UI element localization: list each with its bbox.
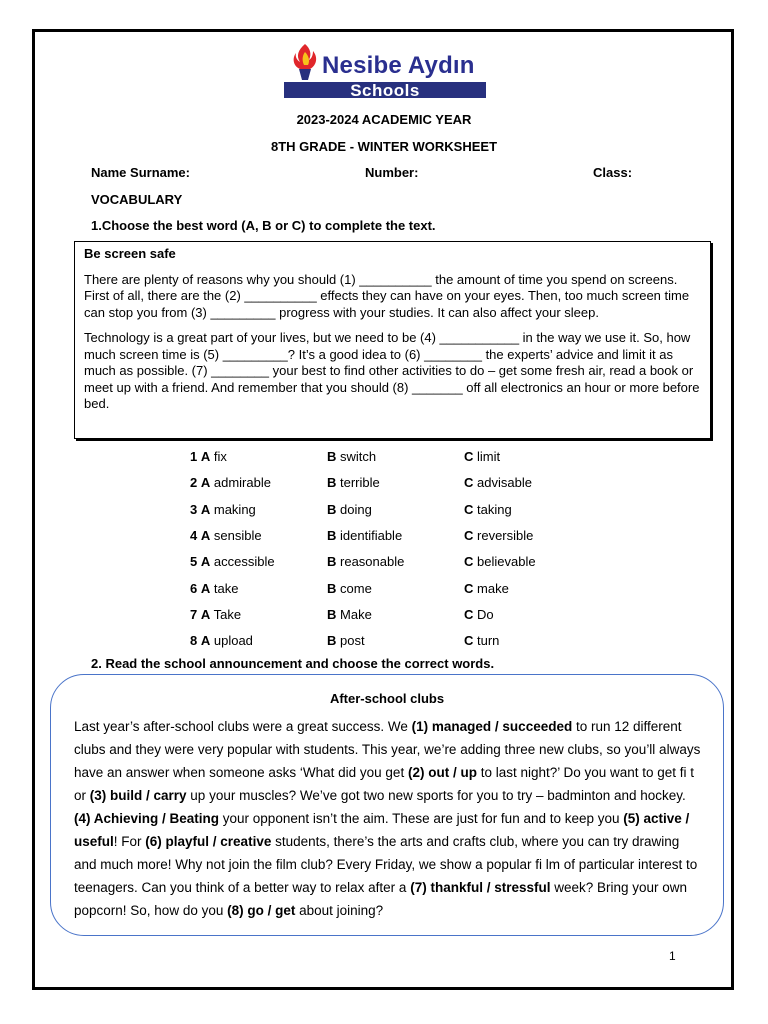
option-word: Make bbox=[340, 606, 372, 622]
option-c[interactable] bbox=[464, 633, 499, 648]
option-word: identifiable bbox=[340, 527, 403, 543]
torch-icon bbox=[288, 42, 322, 82]
option-a[interactable] bbox=[190, 449, 227, 464]
option-c[interactable] bbox=[464, 502, 512, 517]
option-word: take bbox=[213, 580, 239, 596]
option-b[interactable] bbox=[327, 475, 380, 490]
option-letter: A bbox=[200, 554, 211, 570]
option-b[interactable] bbox=[327, 502, 372, 517]
option-word: make bbox=[477, 580, 509, 596]
option-c[interactable] bbox=[464, 607, 494, 622]
option-letter: B bbox=[327, 606, 337, 622]
option-word: advisable bbox=[477, 475, 532, 491]
announcement-box bbox=[50, 674, 724, 936]
option-a[interactable] bbox=[190, 475, 271, 490]
option-c[interactable] bbox=[464, 554, 536, 569]
option-letter: C bbox=[464, 475, 474, 491]
option-c[interactable] bbox=[464, 475, 532, 490]
option-letter: C bbox=[464, 449, 474, 464]
option-letter: A bbox=[200, 449, 211, 464]
option-word: Do bbox=[477, 606, 494, 622]
option-word: fix bbox=[213, 449, 227, 464]
option-word: Take bbox=[213, 606, 242, 622]
number-label: Number: bbox=[365, 165, 419, 180]
item-number: 8 bbox=[190, 633, 198, 649]
text-segment: students, there’s the arts and crafts club, where you can try drawing and much more! Why not join the film club? Every Friday, we show a popular fi lm of particular interest to teenagers. Can you think of a better way to relax after a bbox=[74, 834, 698, 895]
option-b[interactable] bbox=[327, 449, 376, 464]
option-b[interactable] bbox=[327, 633, 365, 648]
text-segment: to last night?’ Do you want to get fi t or bbox=[74, 765, 695, 803]
option-b[interactable] bbox=[327, 607, 372, 622]
option-letter: C bbox=[464, 527, 474, 543]
option-letter: B bbox=[327, 527, 337, 543]
option-b[interactable] bbox=[327, 581, 372, 596]
item-number: 4 bbox=[190, 527, 198, 543]
option-letter: C bbox=[464, 501, 474, 517]
item-number: 7 bbox=[190, 606, 198, 622]
option-letter: A bbox=[200, 527, 211, 543]
text-title: Be screen safe bbox=[84, 246, 176, 261]
option-word: reasonable bbox=[340, 554, 405, 570]
academic-year: 2023-2024 ACADEMIC YEAR bbox=[296, 112, 472, 127]
option-a[interactable] bbox=[190, 581, 238, 596]
text-segment: your opponent isn’t the aim. These are just for fun and to keep you bbox=[219, 811, 624, 826]
announcement-text bbox=[74, 715, 704, 922]
option-letter: C bbox=[464, 633, 474, 649]
announcement-title: After-school clubs bbox=[329, 691, 445, 706]
option-letter: C bbox=[464, 554, 474, 570]
option-letter: A bbox=[200, 580, 211, 596]
option-b[interactable] bbox=[327, 528, 402, 543]
option-a[interactable] bbox=[190, 554, 275, 569]
choice-option[interactable]: (1) managed / succeeded bbox=[411, 719, 573, 734]
option-letter: B bbox=[327, 501, 337, 517]
item-number: 6 bbox=[190, 580, 198, 596]
school-logo bbox=[282, 42, 490, 102]
class-label: Class: bbox=[593, 165, 633, 180]
choice-option[interactable]: (2) out / up bbox=[407, 765, 477, 780]
option-letter: C bbox=[464, 580, 474, 596]
option-word: believable bbox=[477, 554, 536, 570]
option-letter: A bbox=[200, 501, 211, 517]
name-surname-label: Name Surname: bbox=[91, 165, 190, 180]
option-word: switch bbox=[340, 449, 377, 464]
option-a[interactable] bbox=[190, 502, 256, 517]
option-a[interactable] bbox=[190, 607, 241, 622]
school-subtitle: Schools bbox=[350, 81, 420, 100]
text-paragraph-2: Technology is a great part of your lives, but we need to be (4) ___________ in the way we use it. So, how much screen time is (5) _________? It’s a good idea to (6) ________ the experts’ advice and limit it as much as possible. (7) ________ your best to find other activities to do – get some fresh air, read a book or meet up with a friend. And remember that you should (8) _______ off all electronics an hour or more before bed. bbox=[84, 330, 700, 411]
option-word: admirable bbox=[213, 475, 271, 491]
option-word: turn bbox=[477, 633, 500, 649]
choice-option[interactable]: (4) Achieving / Beating bbox=[74, 811, 220, 826]
option-word: making bbox=[213, 501, 256, 517]
section-heading: VOCABULARY bbox=[91, 192, 183, 207]
option-word: upload bbox=[213, 633, 253, 649]
option-letter: A bbox=[200, 606, 211, 622]
school-name: Nesibe Aydın bbox=[322, 52, 475, 79]
option-letter: C bbox=[464, 606, 474, 622]
choice-option[interactable]: (8) go / get bbox=[227, 903, 296, 918]
option-b[interactable] bbox=[327, 554, 404, 569]
choice-option[interactable]: (6) playful / creative bbox=[145, 834, 272, 849]
option-letter: A bbox=[200, 633, 211, 649]
option-a[interactable] bbox=[190, 633, 253, 648]
option-c[interactable] bbox=[464, 528, 533, 543]
option-letter: B bbox=[327, 633, 337, 649]
choice-option[interactable]: (3) build / carry bbox=[89, 788, 187, 803]
option-word: limit bbox=[477, 449, 501, 464]
option-word: sensible bbox=[213, 527, 262, 543]
option-letter: B bbox=[327, 449, 337, 464]
question-1-instruction: 1.Choose the best word (A, B or C) to complete the text. bbox=[91, 218, 436, 233]
option-letter: B bbox=[327, 475, 337, 491]
option-word: doing bbox=[340, 501, 372, 517]
option-word: come bbox=[340, 580, 372, 596]
option-letter: B bbox=[327, 554, 337, 570]
choice-option[interactable]: (5) active / useful bbox=[74, 811, 690, 849]
page-number: 1 bbox=[669, 949, 676, 963]
option-c[interactable] bbox=[464, 581, 509, 596]
question-2-instruction: 2. Read the school announcement and choose the correct words. bbox=[91, 656, 495, 671]
item-number: 3 bbox=[190, 501, 198, 517]
option-word: terrible bbox=[340, 475, 380, 491]
item-number: 2 bbox=[190, 475, 198, 491]
reading-text-box bbox=[74, 241, 711, 439]
option-word: reversible bbox=[477, 527, 534, 543]
choice-option[interactable]: (7) thankful / stressful bbox=[410, 880, 551, 895]
option-word: taking bbox=[477, 501, 512, 517]
option-word: post bbox=[340, 633, 365, 649]
worksheet-title: 8TH GRADE - WINTER WORKSHEET bbox=[270, 139, 498, 154]
text-segment: Last year’s after-school clubs were a great success. We bbox=[74, 719, 412, 734]
text-paragraph-1: There are plenty of reasons why you should (1) __________ the amount of time you spend on screens. First of all, there are the (2) __________ effects they can have on your eyes. Then, too much screen time can stop you from (3) _________ progress with your studies. It can also affect your sleep. bbox=[84, 271, 690, 320]
text-segment: up your muscles? We’ve got two new sports for you to try – badminton and hockey. bbox=[186, 788, 686, 803]
text-segment: ! For bbox=[113, 834, 146, 849]
option-a[interactable] bbox=[190, 528, 262, 543]
option-letter: A bbox=[200, 475, 211, 491]
option-word: accessible bbox=[213, 554, 275, 570]
item-number: 5 bbox=[190, 554, 198, 570]
item-number: 1 bbox=[190, 449, 198, 464]
option-c[interactable] bbox=[464, 449, 500, 464]
option-letter: B bbox=[327, 580, 337, 596]
text-segment: about joining? bbox=[295, 903, 384, 918]
text-segment: to run 12 different clubs and they were very popular with students. This year, we’re adding three new clubs, so you’ll always have an answer when someone asks ‘What did you get bbox=[74, 719, 701, 780]
text-segment: week? Bring your own popcorn! So, how do you bbox=[74, 880, 688, 918]
